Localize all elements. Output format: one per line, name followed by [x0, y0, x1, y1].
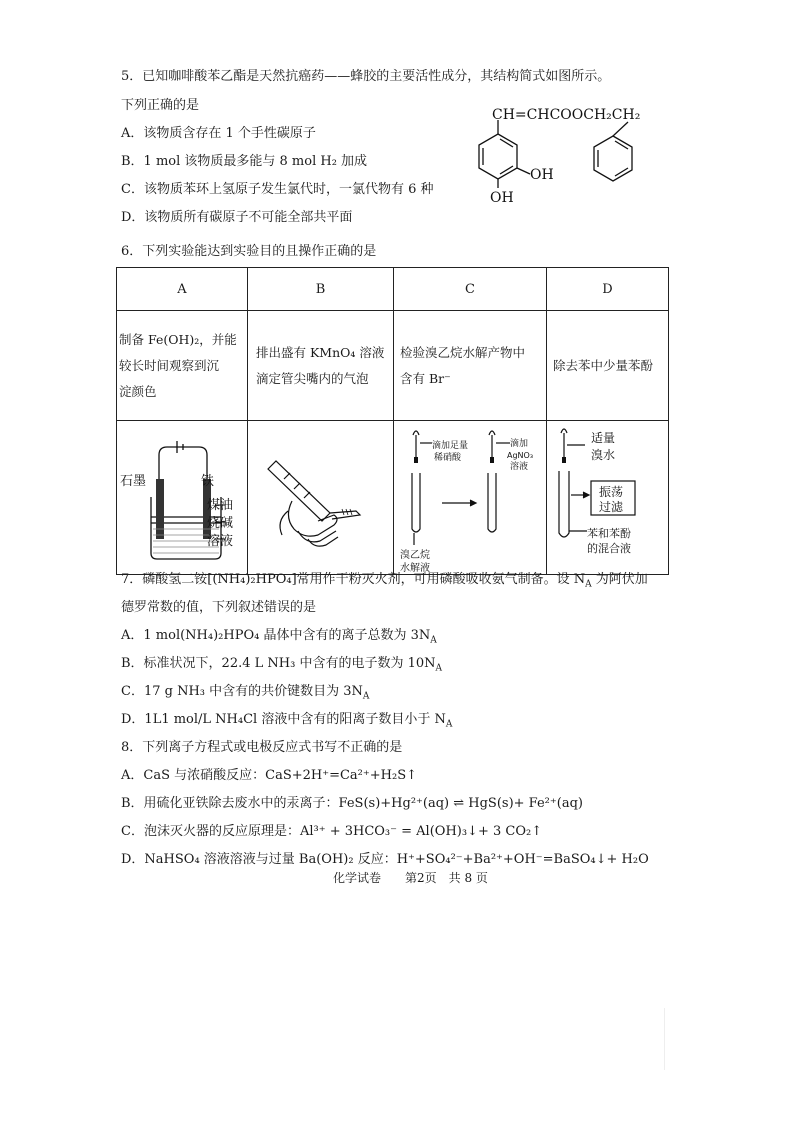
- q8-option-a: A．CaS 与浓硝酸反应：CaS+2H⁺=Ca²⁺+H₂S↑: [121, 768, 417, 783]
- label-bromoethane-1: 溴乙烷: [400, 550, 430, 561]
- q6-figure-b: [248, 421, 394, 575]
- q6-desc-b-line1: 排出盛有 KMnO₄ 溶液: [256, 344, 385, 360]
- q8-option-d: D．NaHSO₄ 溶液溶液与过量 Ba(OH)₂ 反应：H⁺+SO₄²⁻+Ba²⁺+OH⁻=BaSO₄↓+ H₂O: [121, 852, 649, 867]
- q7-option-d-sub: A: [445, 719, 453, 730]
- q7-option-a-sub: A: [430, 635, 437, 646]
- q5-stem: 5．已知咖啡酸苯乙酯是天然抗癌药——蜂胶的主要活性成分，其结构简式如图所示。: [121, 69, 611, 84]
- q6-header-row: [117, 268, 669, 311]
- q6-header-d: D: [547, 268, 669, 311]
- q7-option-c: [121, 684, 369, 705]
- label-iron: 铁: [201, 474, 215, 489]
- q6-desc-c: [394, 311, 547, 421]
- structure-oh-2: OH: [490, 190, 514, 206]
- q7-option-b-text: B．标准状况下，22.4 L NH₃ 中含有的电子数为 10N: [121, 656, 436, 671]
- q5-option-a: A．该物质含存在 1 个手性碳原子: [121, 126, 316, 141]
- label-appropriate-amount: 适量: [591, 431, 616, 445]
- q6-desc-a-line3: 淀颜色: [119, 383, 157, 399]
- q6-table: [116, 267, 669, 575]
- q6-header-a: A: [117, 268, 248, 311]
- q6-description-row: [117, 311, 669, 421]
- label-add-silver-nitrate-1: 滴加: [510, 439, 529, 449]
- label-add-nitric-acid-2: 稀硝酸: [434, 453, 462, 463]
- label-bromoethane-2: 水解液: [400, 563, 430, 574]
- label-caustic-soda: 烧碱: [207, 516, 234, 531]
- q7-option-b: [121, 656, 442, 677]
- q6-desc-d: [547, 311, 669, 421]
- label-graphite: 石墨: [120, 474, 147, 489]
- label-filter: 过滤: [599, 500, 624, 514]
- q6-desc-c-line1: 检验溴乙烷水解产物中: [400, 344, 526, 360]
- label-shake: 振荡: [599, 485, 624, 499]
- q7-option-c-sub: A: [362, 691, 370, 702]
- label-solution: 溶液: [207, 534, 234, 549]
- q7-option-a-text: A．1 mol(NH₄)₂HPO₄ 晶体中含有的离子总数为 3N: [121, 628, 431, 643]
- label-benzene-phenol: 苯和苯酚: [587, 527, 631, 540]
- q7-option-c-text: C．17 g NH₃ 中含有的共价键数目为 3N: [121, 684, 363, 699]
- q7-option-d: [121, 712, 452, 733]
- q7-option-d-text: D．1L1 mol/L NH₄Cl 溶液中含有的阳离子数目小于 N: [121, 712, 446, 727]
- scan-artifact: [664, 1008, 735, 1070]
- q8-stem: 8．下列离子方程式或电极反应式书写不正确的是: [121, 740, 403, 755]
- q6-desc-d-line1: 除去苯中少量苯酚: [553, 357, 654, 373]
- label-add-silver-nitrate-2: AgNO₃: [507, 451, 534, 460]
- label-mixture: 的混合液: [587, 542, 631, 555]
- q7-option-a: [121, 628, 437, 649]
- q6-desc-b: [248, 311, 394, 421]
- structure-oh-1: OH: [530, 167, 554, 183]
- q6-header-b: B: [248, 268, 394, 311]
- q7-option-b-sub: A: [435, 663, 443, 674]
- electrolysis-apparatus: [117, 421, 248, 574]
- q6-figure-row: [117, 421, 669, 575]
- q6-figure-d: [547, 421, 669, 575]
- q7-stem-text: 7．磷酸氢二铵[(NH₄)₂HPO₄]常用作干粉灭火剂，可用磷酸吸收氨气制备。设 N: [121, 572, 586, 587]
- burette-hand-figure: [248, 421, 394, 574]
- molecule-drawing: [470, 108, 670, 208]
- page-footer: 化学试卷 第2页 共 8 页: [333, 871, 488, 885]
- q6-figure-c: [394, 421, 547, 575]
- q6-desc-a-line2: 较长时间观察到沉: [119, 357, 220, 373]
- label-add-nitric-acid-1: 滴加足量: [432, 441, 469, 451]
- q6-desc-c-line2: 含有 Br⁻: [400, 370, 451, 386]
- q6-header-c: C: [394, 268, 547, 311]
- q8-option-c: C．泡沫灭火器的反应原理是：Al³⁺ + 3HCO₃⁻ = Al(OH)₃↓+ 3 CO₂↑: [121, 824, 543, 839]
- q7-stem-line2: 德罗常数的值，下列叙述错误的是: [121, 600, 317, 615]
- q8-option-b: B．用硫化亚铁除去废水中的汞离子：FeS(s)+Hg²⁺(aq) ⇌ HgS(s)+ Fe²⁺(aq): [121, 796, 583, 811]
- q5-option-b: B．1 mol 该物质最多能与 8 mol H₂ 加成: [121, 154, 368, 169]
- bromine-water-figure: [547, 421, 669, 574]
- q7-stem-line1: [121, 572, 648, 593]
- q6-figure-a: [117, 421, 248, 575]
- q6-stem: 6．下列实验能达到实验目的且操作正确的是: [121, 244, 377, 259]
- q5-option-d: D．该物质所有碳原子不可能全部共平面: [121, 210, 353, 225]
- test-tube-figure: [394, 421, 547, 574]
- q7-stem-sub: A: [585, 579, 592, 590]
- q6-desc-a-line1: 制备 Fe(OH)₂，并能: [119, 331, 237, 347]
- q5-prompt: 下列正确的是: [121, 98, 200, 113]
- label-kerosene: 煤油: [207, 498, 234, 513]
- molecule-structure: [470, 108, 670, 208]
- q5-option-c: C．该物质苯环上氢原子发生氯代时，一氯代物有 6 种: [121, 182, 434, 197]
- q6-desc-a: [117, 311, 248, 421]
- label-bromine-water: 溴水: [591, 448, 616, 462]
- structure-chain: CH=CHCOOCH₂CH₂: [492, 108, 641, 123]
- label-add-silver-nitrate-3: 溶液: [510, 462, 529, 472]
- q6-desc-b-line2: 滴定管尖嘴内的气泡: [256, 370, 369, 386]
- q7-stem-tail: 为阿伏加: [591, 572, 648, 587]
